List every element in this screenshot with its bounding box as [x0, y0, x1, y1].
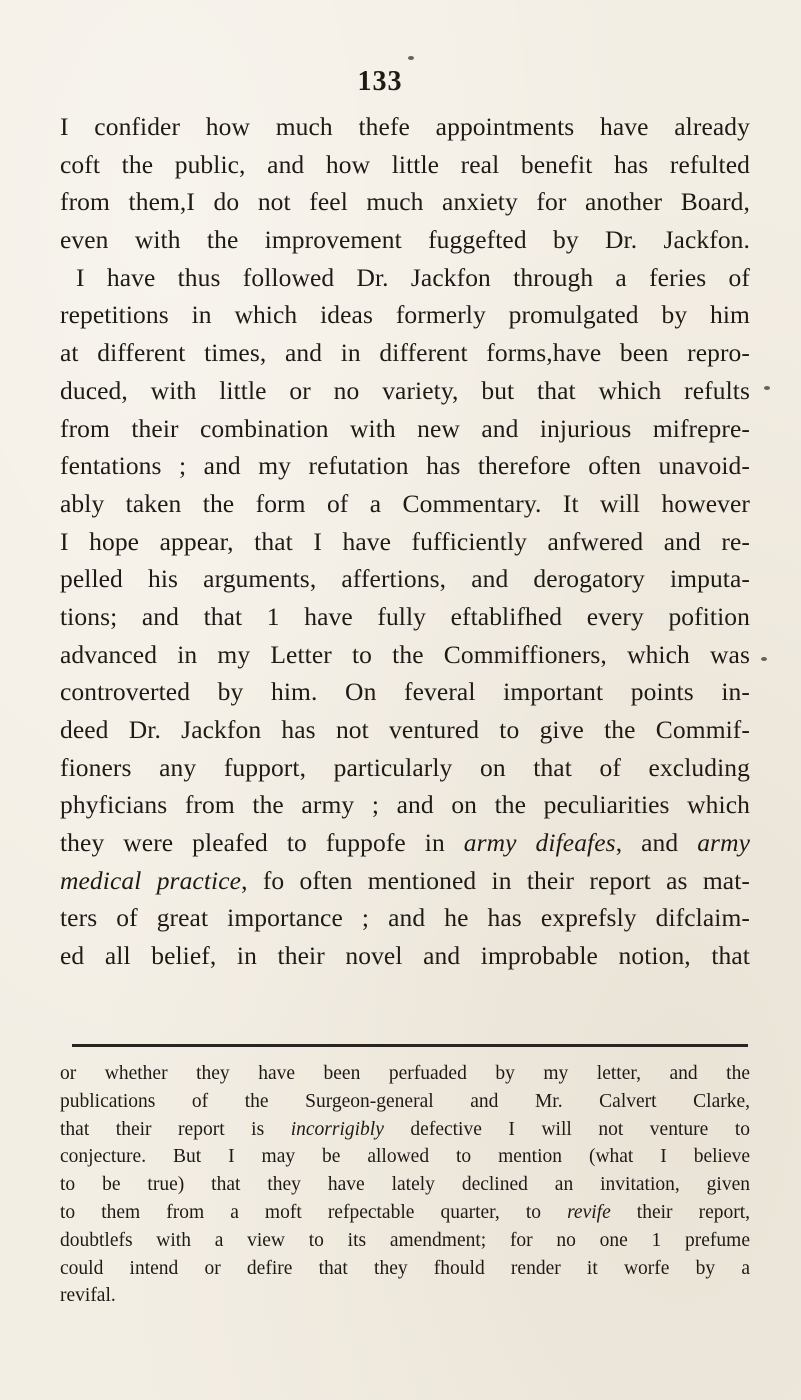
text-line: I hope appear, that I have fufficiently anfwered and re-	[60, 526, 750, 556]
text-line: controverted by him. On feveral important points in-	[60, 677, 750, 707]
text-line: ed all belief, in their novel and improbable notion, that	[60, 941, 750, 971]
paper-speck	[764, 386, 770, 390]
text-line: duced, with little or no variety, but that which refults	[60, 375, 750, 405]
text-line-with-italics	[60, 862, 750, 900]
text-line: fentations ; and my refutation has therefore often unavoid-	[60, 451, 750, 481]
paper-speck	[408, 56, 414, 60]
text-line: I confider how much thefe appointments have already	[60, 112, 750, 141]
italic-phrase: revife	[567, 1201, 611, 1223]
text-run: they were pleafed to fuppofe in	[60, 828, 464, 858]
footnote-line-with-italics	[60, 1116, 750, 1144]
text-run: to them from a moft refpectable quarter, to	[60, 1201, 568, 1223]
text-line: fioners any fupport, particularly on that of excluding	[60, 752, 750, 782]
text-run: , fo often mentioned in their report as mat-	[241, 865, 750, 895]
footnote-line-with-italics	[60, 1199, 750, 1227]
footnote-line: revifal.	[60, 1285, 116, 1307]
text-line: repetitions in which ideas formerly promulgated by him	[60, 300, 750, 330]
text-line: phyficians from the army ; and on the peculiarities which	[60, 790, 750, 820]
text-run: defective I will not venture to	[383, 1118, 750, 1140]
text-line-with-italics	[60, 824, 750, 862]
text-line: coft the public, and how little real benefit has refulted	[60, 149, 750, 179]
text-line: pelled his arguments, affertions, and derogatory imputa-	[60, 564, 750, 594]
text-line: tions; and that 1 have fully eftablifhed every pofition	[60, 601, 750, 631]
page-number: 133	[357, 66, 403, 97]
paragraph-start-line: I have thus followed Dr. Jackfon through a feries of	[76, 262, 750, 292]
text-run: their report,	[610, 1201, 751, 1223]
footnote-line: to be true) that they have lately declined an invitation, given	[60, 1174, 750, 1196]
footnote-line: or whether they have been perfuaded by my letter, and the	[60, 1063, 750, 1084]
footnote-line: publications of the Surgeon-general and Mr. Calvert Clarke,	[60, 1090, 750, 1112]
footnote-rule	[72, 1044, 748, 1047]
text-line: advanced in my Letter to the Commiffioners, which was	[60, 639, 750, 669]
text-run: , and	[615, 828, 698, 858]
footnote-line: doubtlefs with a view to its amendment; for no one 1 prefume	[60, 1229, 750, 1251]
footnote-line: conjecture. But I may be allowed to mention (what I believe	[60, 1146, 750, 1168]
text-line: at different times, and in different forms,have been repro-	[60, 338, 750, 368]
italic-phrase: army	[697, 828, 751, 858]
text-line: from them,I do not feel much anxiety for another Board,	[60, 187, 750, 217]
footnote-line: could intend or defire that they fhould render it worfe by a	[60, 1257, 750, 1279]
main-text-block	[60, 108, 750, 975]
text-line: ably taken the form of a Commentary. It will however	[60, 488, 750, 518]
italic-phrase: army difeafes	[463, 828, 616, 858]
text-line: deed Dr. Jackfon has not ventured to give the Commif-	[60, 715, 750, 744]
text-line: even with the improvement fuggefted by Dr. Jackfon.	[60, 225, 750, 255]
paper-speck	[761, 657, 767, 661]
italic-phrase: incorrigibly	[290, 1118, 384, 1140]
text-line: ters of great importance ; and he has exprefsly difclaim-	[60, 903, 750, 933]
footnote-block	[60, 1060, 750, 1310]
text-run: that their report is	[60, 1118, 291, 1140]
text-line: from their combination with new and injurious mifrepre-	[60, 413, 750, 443]
italic-phrase: medical practice	[60, 865, 242, 895]
